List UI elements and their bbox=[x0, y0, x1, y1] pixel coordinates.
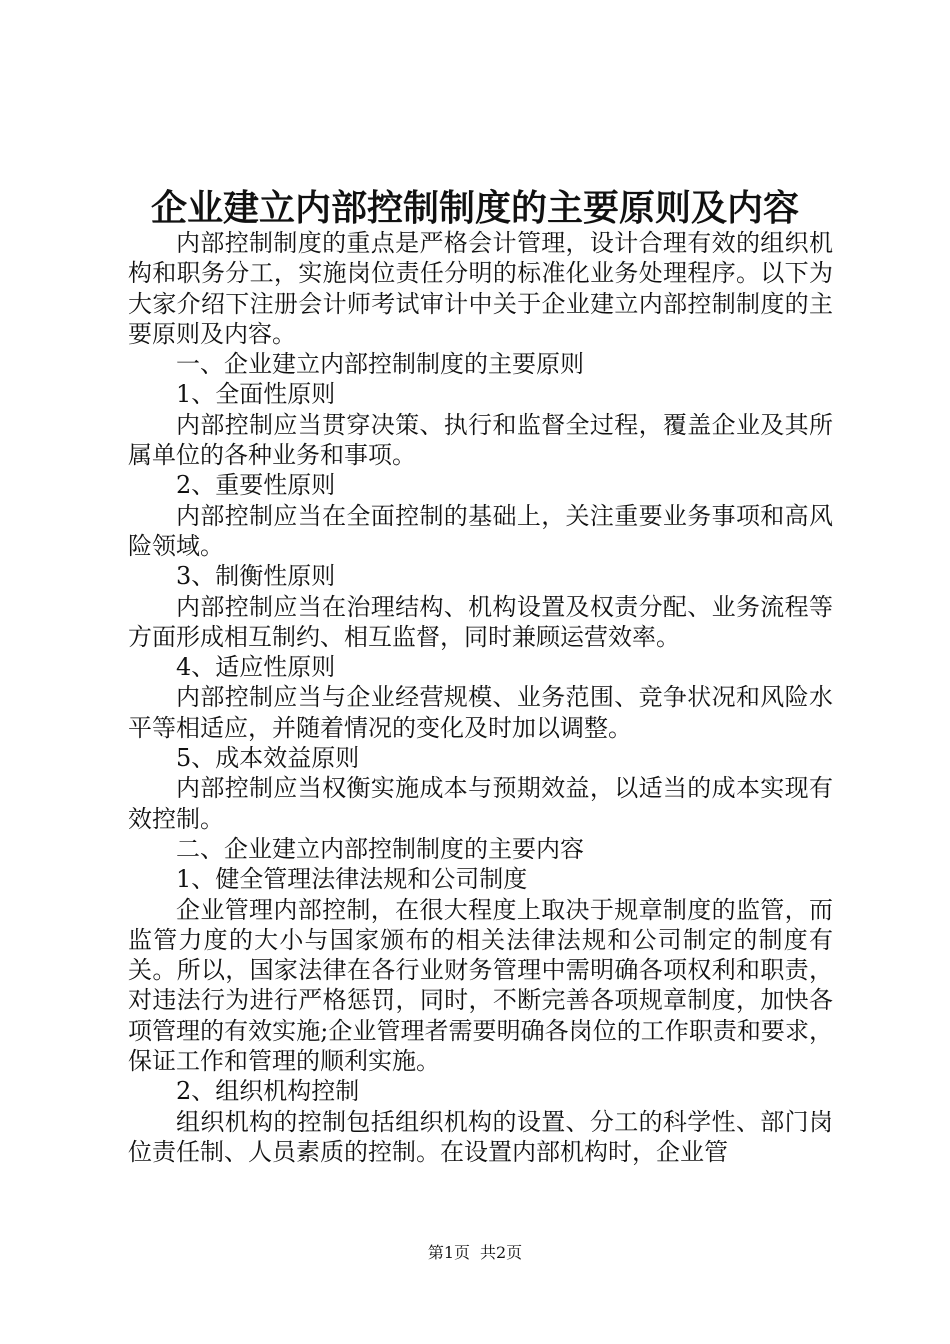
subsection-heading: 2、组织机构控制 bbox=[176, 1077, 360, 1106]
subsection-heading: 2、重要性原则 bbox=[176, 471, 336, 500]
document-body bbox=[128, 228, 833, 1167]
paragraph: 内部控制制度的重点是严格会计管理，设计合理有效的组织机构和职务分工，实施岗位责任分明的标准化业务处理程序。以下为大家介绍下注册会计师考试审计中关于企业建立内部控制制度的主要原则及内容。 bbox=[128, 229, 833, 348]
paragraph: 内部控制应当权衡实施成本与预期效益，以适当的成本实现有效控制。 bbox=[128, 774, 833, 833]
paragraph: 内部控制应当贯穿决策、执行和监督全过程，覆盖企业及其所属单位的各种业务和事项。 bbox=[128, 410, 833, 470]
subsection-heading: 1、健全管理法律法规和公司制度 bbox=[176, 865, 528, 894]
subsection-heading: 4、适应性原则 bbox=[176, 653, 336, 682]
paragraph: 组织机构的控制包括组织机构的设置、分工的科学性、部门岗位责任制、人员素质的控制。在设置内部机构时，企业管 bbox=[128, 1107, 833, 1166]
section-heading: 一、企业建立内部控制制度的主要原则 bbox=[176, 350, 584, 379]
subsection-heading: 5、成本效益原则 bbox=[176, 744, 360, 773]
paragraph: 内部控制应当在全面控制的基础上，关注重要业务事项和高风险领域。 bbox=[128, 501, 833, 560]
paragraph: 内部控制应当在治理结构、机构设置及权责分配、业务流程等方面形成相互制约、相互监督，同时兼顾运营效率。 bbox=[128, 592, 833, 651]
subsection-heading: 3、制衡性原则 bbox=[176, 562, 336, 591]
section-heading: 二、企业建立内部控制制度的主要内容 bbox=[176, 834, 584, 863]
paragraph: 内部控制应当与企业经营规模、业务范围、竞争状况和风险水平等相适应，并随着情况的变化及时加以调整。 bbox=[128, 683, 833, 742]
page-number: 第1页 bbox=[427, 1243, 470, 1262]
document-title: 企业建立内部控制制度的主要原则及内容 bbox=[150, 187, 799, 229]
subsection-heading: 1、全面性原则 bbox=[176, 380, 336, 409]
page-footer bbox=[0, 1241, 950, 1265]
page-total: 共2页 bbox=[480, 1243, 523, 1262]
paragraph: 企业管理内部控制，在很大程度上取决于规章制度的监管，而监管力度的大小与国家颁布的相关法律法规和公司制定的制度有关。所以，国家法律在各行业财务管理中需明确各项权利和职责，对违法行为进行严格惩罚，同时，不断完善各项规章制度，加快各项管理的有效实施;企业管理者需要明确各岗位的工作职责和要求，保证工作和管理的顺利实施。 bbox=[128, 895, 833, 1076]
